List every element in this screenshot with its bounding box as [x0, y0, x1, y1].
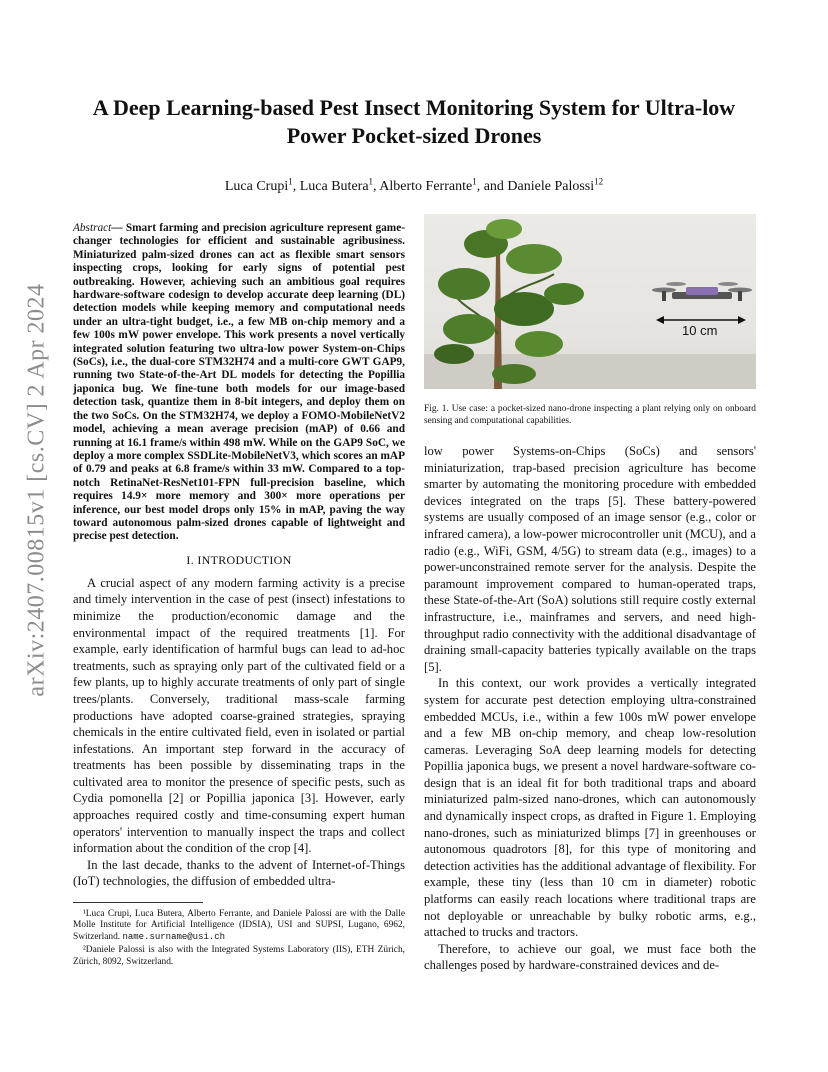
- author: Alberto Ferrante$^1$, and: [379, 176, 508, 194]
- author-list: [70, 172, 758, 196]
- arxiv-identifier-text: arXiv:2407.00815v1 [cs.CV] 2 Apr 2024: [23, 283, 50, 697]
- photo-illustration: [424, 214, 756, 389]
- footnote-rule: [73, 902, 203, 903]
- abstract: [73, 222, 405, 544]
- figure-caption: Fig. 1. Use case: a pocket-sized nano-drone inspecting a plant relying only on onboard sensing and computational capabilities.: [424, 404, 756, 426]
- author: Luca Butera$^1$,: [299, 176, 380, 194]
- right-paragraph-3: Therefore, to achieve our goal, we must face both the challenges posed by hardware-constrained devices and de-: [424, 941, 756, 973]
- paper-title: A Deep Learning-based Pest Insect Monitoring System for Ultra-low Power Pocket-sized Drones: [92, 95, 736, 148]
- left-column: [73, 222, 405, 970]
- footnote-eth: ²Daniele Palossi is also with the Integrated Systems Laboratory (IIS), ETH Zürich, Zürich, 8092, Switzerland.: [73, 945, 405, 967]
- right-column: [424, 214, 756, 974]
- figure-spacer: [424, 427, 756, 443]
- intro-paragraph-1: A crucial aspect of any modern farming activity is a precise and timely intervention in the case of pest (insect) infestations to minimize the production/economic damage and the environmental impact of the required treatments [1]. For example, early identification of harmful bugs can lead to ad-hoc treatments, such as spraying only part of the cultivated field or a few plants, up to highly accurate treatments of only part of single trees/plants. Conversely, traditional mass-scale farming productions have adopted coarse-grained strategies, spraying chemicals in the entire cultivated field, even in isolated or partial infestations. An important step forward in the accuracy of treatments has been possible by disseminating traps in the cultivated area to monitor the presence of specific pests, such as Cydia pomonella [2] or Popillia japonica [3]. However, early approaches required costly and time-consuming expert human operators' intervention to manually inspect the traps and collect information about the condition of the crop [4].: [73, 575, 405, 856]
- figure-nano-drone-photo: [424, 214, 756, 389]
- right-paragraph-2: In this context, our work provides a vertically integrated system for accurate pest detection employing ultra-constrained embedded MCUs, i.e., within a few 100s mW power envelope and a few MB on-chip memory, and cheap low-resolution cameras. Leveraging SoA deep learning models for detecting Popillia japonica bugs, we present a novel hardware-software co-design that is an ideal fit for both traditional traps and aboard miniaturized palm-sized nano-drones, which can autonomously and dynamically inspect crops, as drafted in Figure 1. Employing nano-drones, such as miniaturized blimps [7] in greenhouses or autonomous quadrotors [8], for this type of monitoring and detection activities has the additional advantage of flexibility. For example, these tiny (less than 10 cm in diameter) robotic platforms can easily reach locations where traditional traps are not deployable or unreachable by bulky robotic arms, e.g., attached to trucks and tractors.: [424, 676, 756, 940]
- scale-label: 10 cm: [682, 323, 718, 338]
- abstract-text: — Smart farming and precision agriculture represent game-changer technologies for efficient and sustainable agribusiness. Miniaturized palm-sized drones can act as flexible smart sensors inspecting crops, looking for early signs of potential pest outbreaking. However, achieving such an ambitious goal requires hardware-software codesign to develop accurate deep learning (DL) detection models while keeping memory and computational needs under an ultra-tight budget, i.e., a few MB on-chip memory and a few 100s mW power envelope. This work presents a novel vertically integrated solution featuring two ultra-low power System-on-Chips (SoCs), i.e., the dual-core STM32H74 and a multi-core GWT GAP9, running two State-of-the-Art DL models for detecting the Popillia japonica bug. We fine-tune both models for our image-based detection task, quantize them in 8-bit integers, and deploy them on the two SoCs. On the STM32H74, we deploy a FOMO-MobileNetV2 model, achieving a mean average precision (mAP) of 0.66 and running at 16.1 frame/s within 498 mW. While on the GAP9 SoC, we deploy a more complex SSDLite-MobileNetV3, which scores an mAP of 0.79 and peaks at 6.8 frame/s within 33 mW. Compared to a top-notch RetinaNet-ResNet101-FPN full-precision baseline, which requires 14.9× more memory and 300× more operations per inference, our best model drops only 15% in mAP, paving the way toward autonomous palm-sized drones capable of lightweight and precise pest detection.: [73, 222, 405, 543]
- abstract-label: Abstract: [73, 222, 112, 234]
- arxiv-side-identifier: [18, 283, 56, 697]
- author: Daniele Palossi$^{12}$: [507, 176, 604, 194]
- author-email: name.surname@usi.ch: [122, 931, 226, 942]
- footnote-affiliation: ¹Luca Crupi, Luca Butera, Alberto Ferrante, and Daniele Palossi are with the Dalle Molle Institute for Artificial Intelligence (IDSIA), USI and SUPSI, Lugano, 6962, Switzerland. name.surname@usi.ch: [73, 909, 405, 942]
- nano-drone: [652, 282, 752, 301]
- author: Luca Crupi$^1$,: [224, 176, 300, 194]
- intro-paragraph-2: In the last decade, thanks to the advent of Internet-of-Things (IoT) technologies, the diffusion of embedded ultra-: [73, 857, 405, 889]
- right-paragraph-1: low power Systems-on-Chips (SoCs) and sensors' miniaturization, trap-based precision agriculture has become smarter by automating the monitoring procedure with embedded devices integrated on the traps [5]. These battery-powered systems are usually composed of an image sensor (e.g., color or infrared camera), a low-power microcontroller unit (MCU), and a radio (e.g., WiFi, GSM, 4/5G) to stream data (e.g., images) to a power-unconstrained remote server for the analysis. Despite the paramount improvement compared to human-operated traps, these State-of-the-Art (SoA) solutions still require costly external infrastructure, i.e., mainframes and servers, and need high-throughput radio connectivity with the additional disadvantage of draining small-capacity batteries typically available on the traps [5].: [424, 444, 756, 674]
- section-heading-introduction: I. INTRODUCTION: [186, 552, 292, 567]
